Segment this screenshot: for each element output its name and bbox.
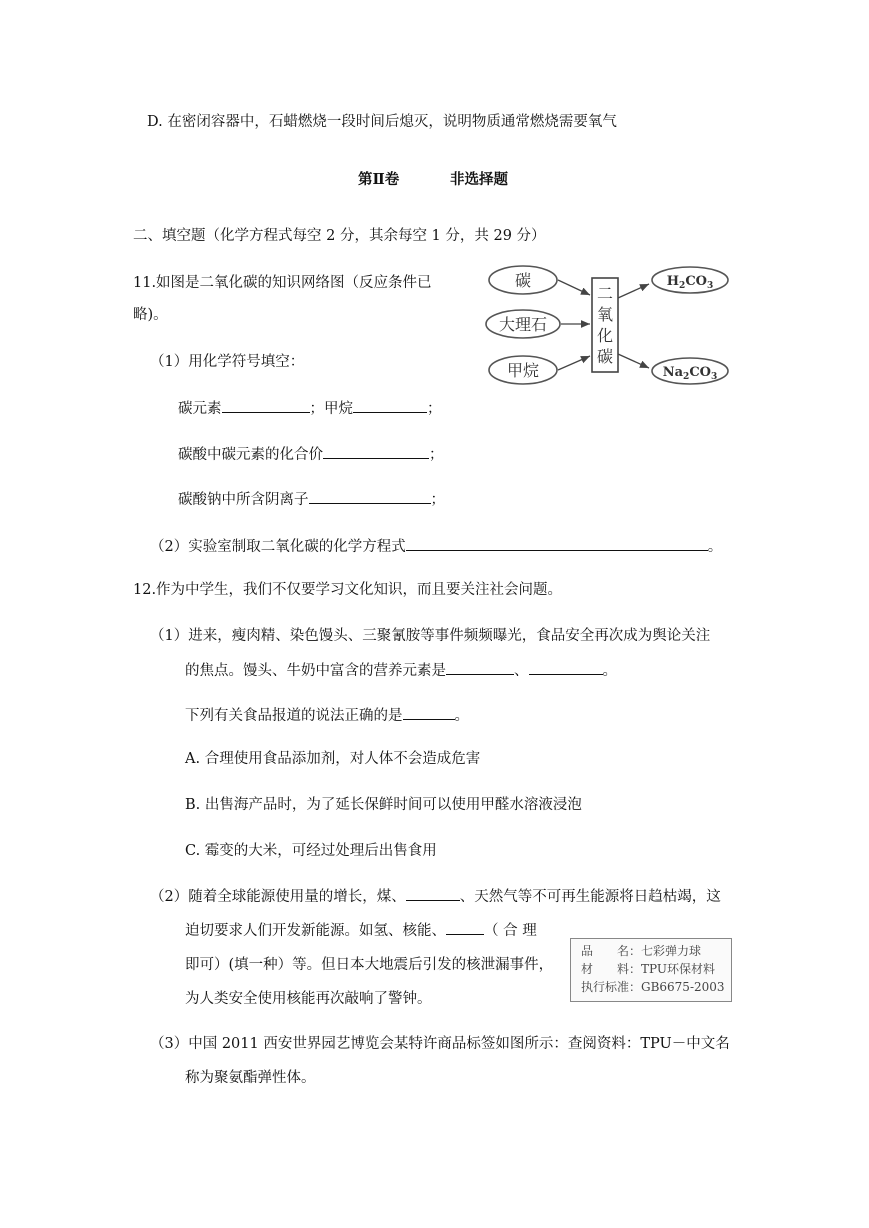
q12-p2-line4: 为人类安全使用核能再次敲响了警钟。 [185,991,432,1007]
new-energy-blank[interactable] [446,920,484,935]
nutrient-blank-1[interactable] [446,660,514,675]
anion-blank[interactable] [309,489,431,504]
section-subtitle: 非选择题 [450,171,508,188]
carbonate-valence-label: 碳酸中碳元素的化合价 [178,447,323,463]
node-h2co3: $H_2CO_3$ [666,274,714,291]
q12-p3-line1: （3）中国 2011 西安世界园艺博览会某特许商品标签如图所示：查阅资料：TPU－中文名 [150,1036,730,1052]
q12-p3-line2: 称为聚氨酯弹性体。 [185,1070,316,1086]
carbonate-valence-blank[interactable] [323,444,429,459]
co2-char-4: 碳 [596,347,614,366]
sub2-label: （2）实验室制取二氧化碳的化学方程式 [150,539,406,555]
carbon-element-blank[interactable] [222,398,310,413]
q11-stem-line2: 略)。 [133,307,168,323]
semicolon: ； [427,401,442,417]
co2-knowledge-network-diagram [483,258,733,398]
q12-p2-line2 [185,920,537,941]
p2-text-c: 迫切要求人们开发新能源。如氢、核能、 [185,923,446,939]
q11-stem-line1: 11.如图是二氧化碳的知识网络图（反应条件已 [133,275,432,291]
anion-label: 碳酸钠中所含阴离子 [178,492,309,508]
semicolon: ； [309,401,324,417]
p2-text-a: （2）随着全球能源使用量的增长，煤、 [150,889,406,905]
food-report-question: 下列有关食品报道的说法正确的是 [185,708,403,724]
q11-row-valence [178,444,444,465]
q11-sub1: （1）用化学符号填空： [150,354,305,370]
q12-option-c: C. 霉变的大米，可经过处理后出售食用 [185,843,437,859]
node-methane: 甲烷 [506,361,540,380]
q12-p2-line3: 即可）(填一种）等。但日本大地震后引发的核泄漏事件， [185,957,554,973]
node-marble: 大理石 [498,315,548,334]
label-row-name: 品 名：七彩弹力球 [581,944,702,958]
q11-row-anion [178,489,445,510]
semicolon: ； [429,447,444,463]
q12-stem: 12.作为中学生，我们不仅要学习文化知识，而且要关注社会问题。 [133,582,563,598]
q12-option-a: A. 合理使用食品添加剂，对人体不会造成危害 [185,751,481,767]
q12-p2-line1 [150,886,721,907]
co2-char-3: 化 [596,326,614,345]
arrow-to-h2co3 [618,284,649,298]
part2-heading: 二、填空题（化学方程式每空 2 分，其余每空 1 分，共 29 分） [133,228,546,244]
arrow-to-na2co3 [618,354,649,368]
q12-option-b: B. 出售海产品时，为了延长保鲜时间可以使用甲醛水溶液浸泡 [185,797,582,813]
p2-text-b: 、天然气等不可再生能源将日趋枯竭，这 [459,889,721,905]
product-label-image [570,938,732,1002]
arrow-carbon [558,280,590,295]
semicolon: ； [430,492,445,508]
q12-p1-question [185,705,469,726]
section-title: 第Ⅱ卷 [358,171,400,188]
carbon-element-label: 碳元素 [178,401,222,417]
methane-blank[interactable] [353,398,427,413]
co2-char-2: 氧 [596,305,614,324]
p2-text-d: （ 合 理 [484,923,537,939]
q12-p1-line2 [185,660,617,681]
q11-row-carbon-methane [178,398,442,419]
period: 。 [602,663,617,679]
nutrient-question: 的焦点。馒头、牛奶中富含的营养元素是 [185,663,446,679]
food-report-blank[interactable] [403,705,455,720]
option-d: D. 在密闭容器中，石蜡燃烧一段时间后熄灭，说明物质通常燃烧需要氧气 [147,114,617,130]
period: 。 [454,708,469,724]
label-row-standard: 执行标准：GB6675-2003 [581,980,725,994]
period: 。 [707,539,723,555]
q11-sub2 [150,536,722,557]
nutrient-blank-2[interactable] [529,660,603,675]
node-na2co3: $Na_2CO_3$ [662,365,718,382]
equation-blank[interactable] [406,536,708,551]
methane-label: 甲烷 [324,401,353,417]
comma: 、 [514,663,529,679]
label-row-material: 材 料：TPU环保材料 [581,962,715,976]
fossil-fuel-blank[interactable] [406,886,460,901]
q12-p1-line1: （1）进来，瘦肉精、染色馒头、三聚氰胺等事件频频曝光，食品安全再次成为舆论关注 [150,628,711,644]
node-carbon: 碳 [514,271,532,290]
arrow-methane [558,356,590,370]
co2-char-1: 二 [596,284,614,303]
